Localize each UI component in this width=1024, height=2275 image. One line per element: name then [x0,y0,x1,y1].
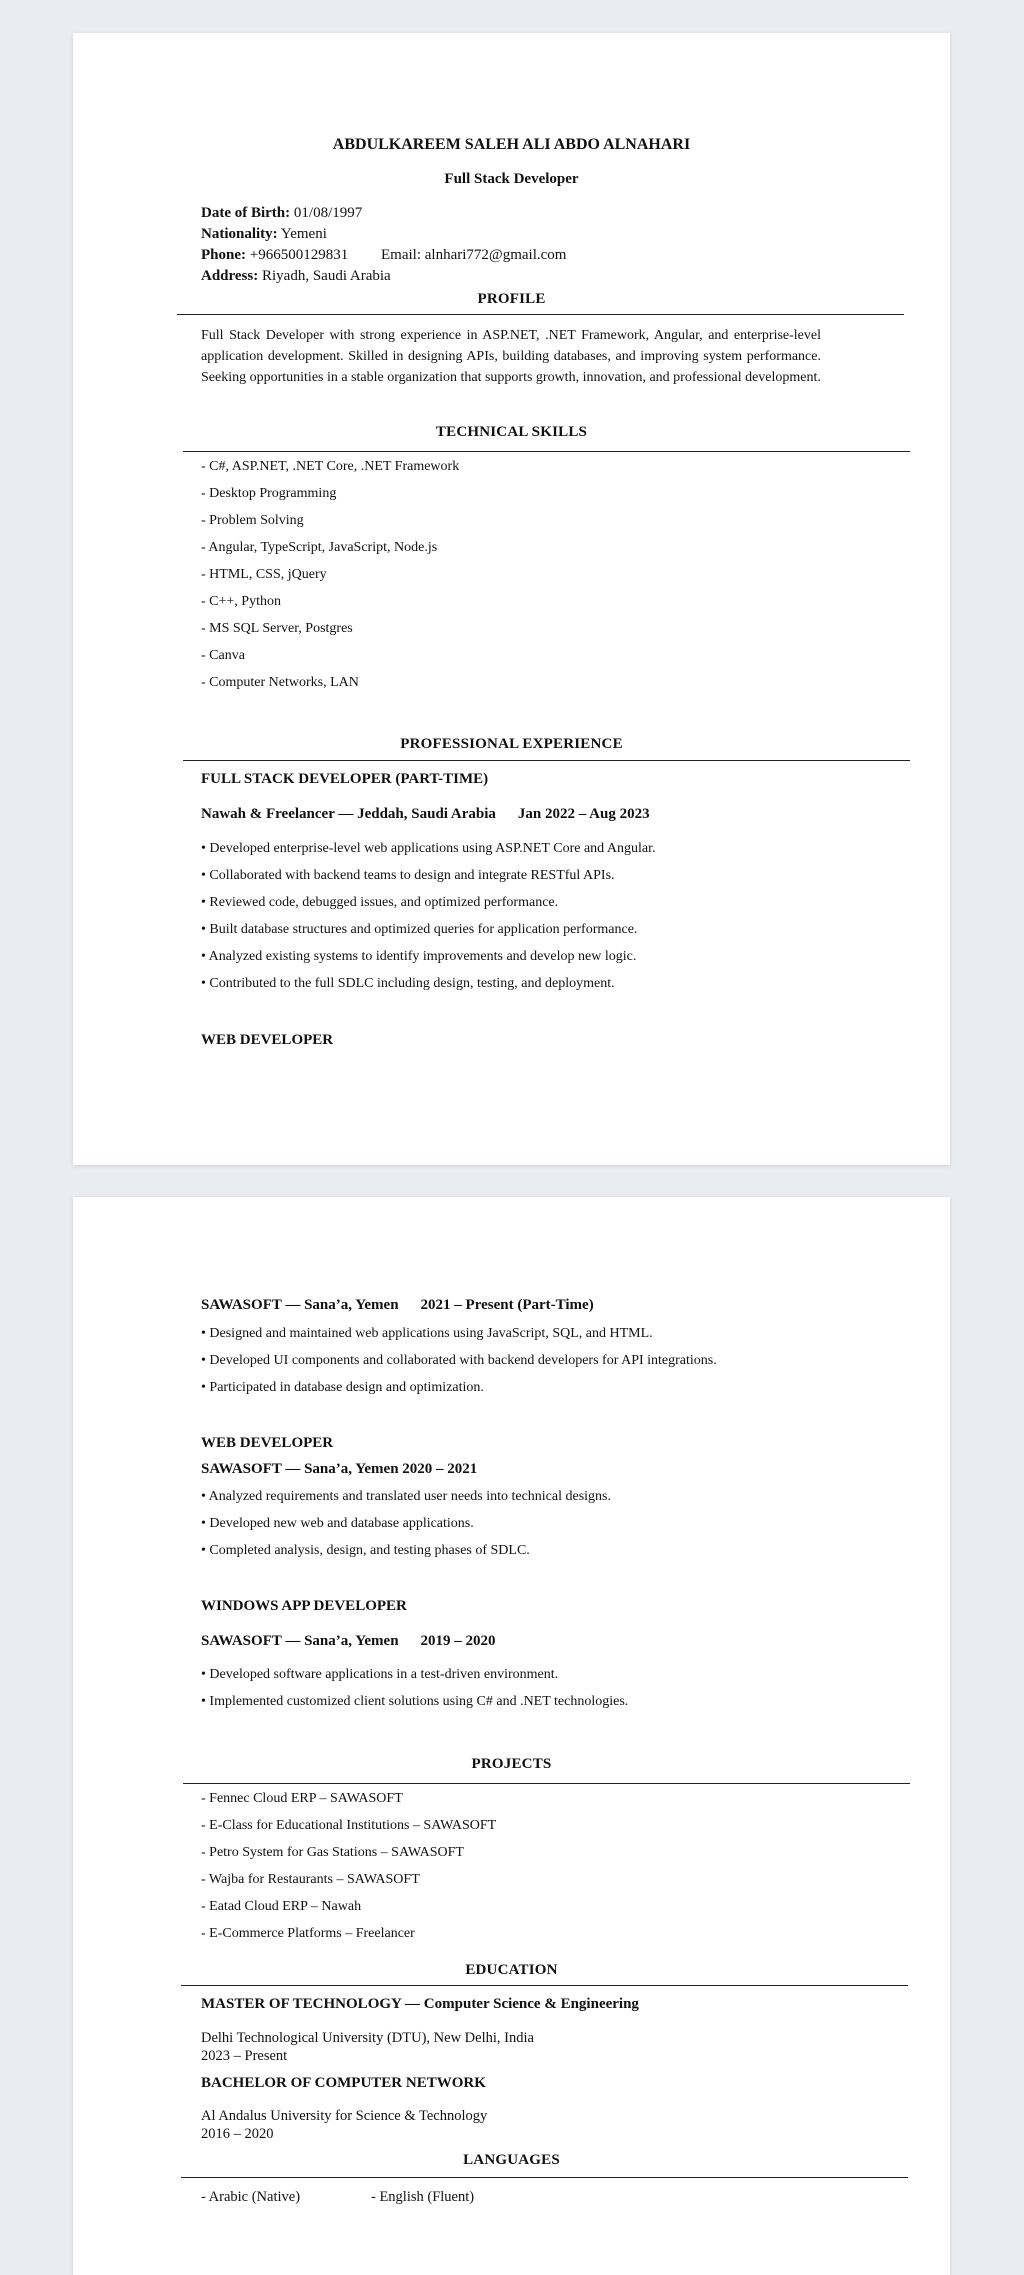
address-label: Address: [201,268,259,284]
job-bullet: • Collaborated with backend teams to design and integrate RESTful APIs. [201,868,615,883]
job-dates: Jan 2022 – Aug 2023 [517,806,650,822]
nationality-value: Yemeni [280,226,327,242]
job-bullet: • Implemented customized client solutions using C# and .NET technologies. [201,1694,629,1709]
language-item: - Arabic (Native) [201,2189,301,2205]
project-item: - Fennec Cloud ERP – SAWASOFT [201,1791,403,1806]
project-item: - Petro System for Gas Stations – SAWASOFT [201,1845,464,1860]
job-company-dates [201,806,650,823]
section-divider [183,760,910,761]
job-bullet: • Developed enterprise-level web applications using ASP.NET Core and Angular. [201,841,656,856]
degree-title: BACHELOR OF COMPUTER NETWORK [201,2075,486,2091]
profile-summary: Full Stack Developer with strong experience in ASP.NET, .NET Framework, Angular, and enterprise-level application development. Skilled in designing APIs, building databases, and improving system performance. Seeking opportunities in a stable organization that supports growth, innovation, and professional development. [201,328,821,385]
job-bullet: • Designed and maintained web applications using JavaScript, SQL, and HTML. [201,1326,653,1341]
job-dates: 2021 – Present (Part-Time) [420,1297,594,1313]
email-label: Email: [381,247,421,263]
skill-item: - MS SQL Server, Postgres [201,621,353,636]
candidate-title: Full Stack Developer [444,171,579,187]
job-company: SAWASOFT — Sana’a, Yemen [201,1297,399,1313]
profile-heading: PROFILE [477,291,546,307]
job-bullet: • Developed new web and database applications. [201,1516,474,1531]
phone-label: Phone: [201,247,246,263]
section-divider [183,451,910,452]
skill-item: - Desktop Programming [201,486,337,501]
job-company-dates: SAWASOFT — Sana’a, Yemen 2020 – 2021 [201,1461,478,1477]
section-divider [183,1783,910,1784]
project-item: - E-Class for Educational Institutions – SAWASOFT [201,1818,497,1833]
job-bullet: • Completed analysis, design, and testing phases of SDLC. [201,1543,530,1558]
candidate-name: ABDULKAREEM SALEH ALI ABDO ALNAHARI [332,136,691,153]
job-bullet: • Participated in database design and optimization. [201,1380,484,1395]
experience-heading: PROFESSIONAL EXPERIENCE [400,736,623,752]
projects-heading: PROJECTS [471,1756,552,1772]
job-title: WINDOWS APP DEVELOPER [201,1598,407,1614]
study-years: 2016 – 2020 [201,2126,274,2142]
project-item: - Eatad Cloud ERP – Nawah [201,1899,362,1914]
job-title: WEB DEVELOPER [201,1435,334,1451]
phone-value: +966500129831 [249,247,349,263]
phone-line [201,247,348,264]
skill-item: - Angular, TypeScript, JavaScript, Node.js [201,540,438,555]
job-company: Nawah & Freelancer — Jeddah, Saudi Arabia [201,806,496,822]
job-bullet: • Developed software applications in a test-driven environment. [201,1667,559,1682]
project-item: - Wajba for Restaurants – SAWASOFT [201,1872,420,1887]
dob-label: Date of Birth: [201,205,291,221]
address-line [201,268,391,285]
language-item: - English (Fluent) [371,2189,475,2205]
email-line [381,247,566,264]
job-title: FULL STACK DEVELOPER (PART-TIME) [201,771,489,787]
dob-line [201,205,362,222]
skill-item: - Computer Networks, LAN [201,675,359,690]
nationality-label: Nationality: [201,226,278,242]
job-bullet: • Developed UI components and collaborated with backend developers for API integrations. [201,1353,717,1368]
section-divider [181,1985,908,1986]
job-bullet: • Built database structures and optimized queries for application performance. [201,922,638,937]
institution: Delhi Technological University (DTU), New Delhi, India [201,2030,534,2046]
skill-item: - Problem Solving [201,513,304,528]
institution: Al Andalus University for Science & Technology [201,2108,488,2124]
job-company: SAWASOFT — Sana’a, Yemen [201,1633,399,1649]
job-dates: 2019 – 2020 [420,1633,496,1649]
degree-title: MASTER OF TECHNOLOGY — Computer Science & Engineering [201,1996,639,2012]
section-divider [181,2177,908,2178]
job-bullet: • Contributed to the full SDLC including design, testing, and deployment. [201,976,615,991]
resume-page-1 [73,33,950,1165]
job-title: WEB DEVELOPER [201,1032,334,1048]
skill-item: - C#, ASP.NET, .NET Core, .NET Framework [201,459,460,474]
resume-page-2 [73,1197,950,2275]
job-bullet: • Analyzed requirements and translated user needs into technical designs. [201,1489,611,1504]
job-bullet: • Analyzed existing systems to identify improvements and develop new logic. [201,949,637,964]
skills-heading: TECHNICAL SKILLS [435,424,588,440]
job-company-dates [201,1633,496,1650]
study-years: 2023 – Present [201,2048,288,2064]
project-item: - E-Commerce Platforms – Freelancer [201,1926,415,1941]
nationality-line [201,226,327,243]
skill-item: - C++, Python [201,594,281,609]
section-divider [177,314,904,315]
dob-value: 01/08/1997 [293,205,363,221]
job-company-dates [201,1297,594,1314]
email-value: alnhari772@gmail.com [424,247,567,263]
job-bullet: • Reviewed code, debugged issues, and optimized performance. [201,895,559,910]
address-value: Riyadh, Saudi Arabia [261,268,391,284]
languages-heading: LANGUAGES [463,2152,560,2168]
education-heading: EDUCATION [465,1962,558,1978]
skill-item: - Canva [201,648,245,663]
skill-item: - HTML, CSS, jQuery [201,567,327,582]
